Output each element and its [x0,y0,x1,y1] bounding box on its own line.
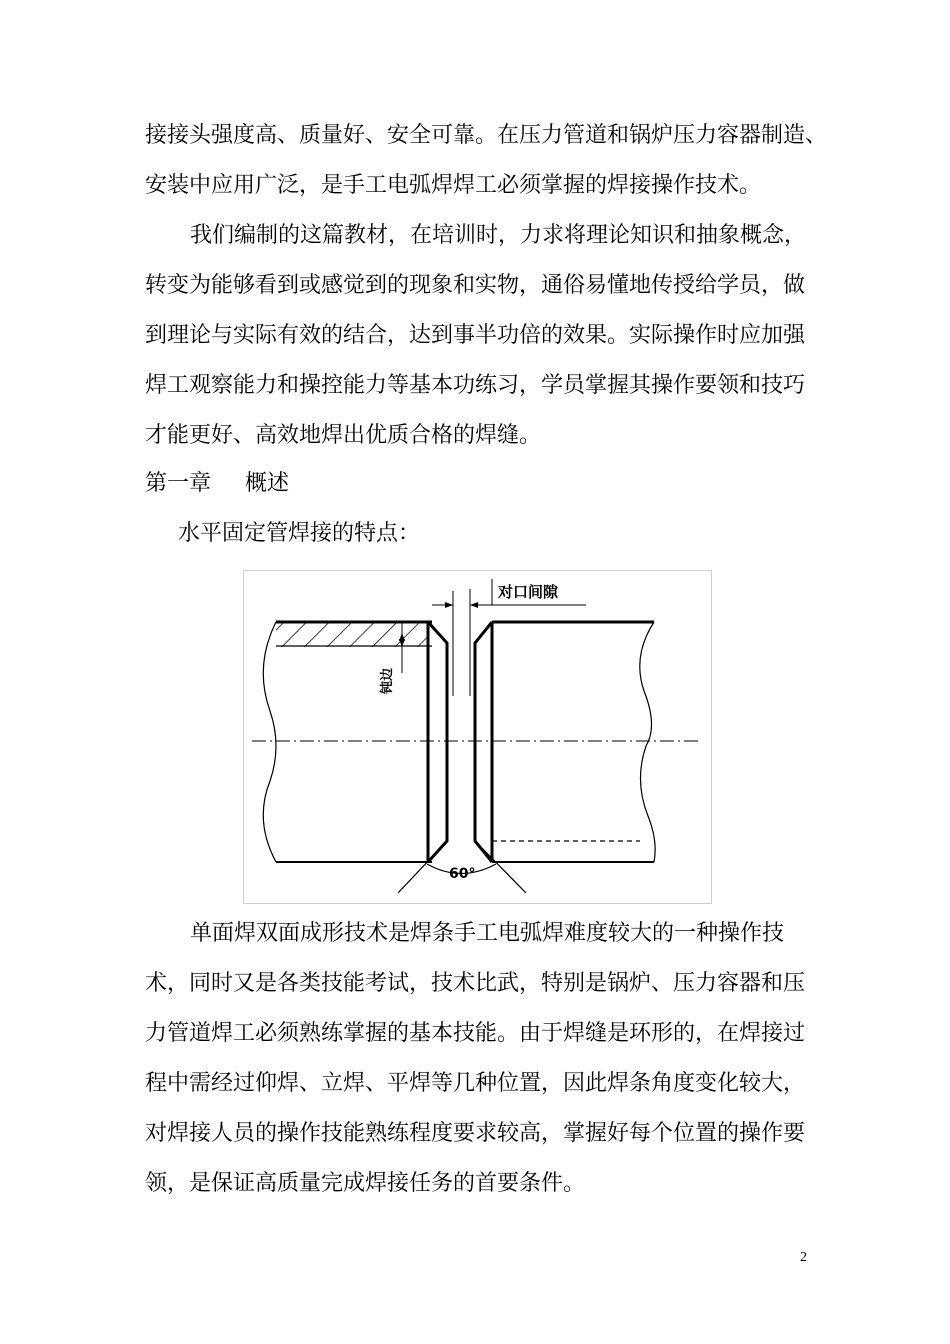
paragraph-3-line-6: 领，是保证高质量完成焊接任务的首要条件。 [145,1171,586,1196]
gap-label: 对口间隙 [498,583,559,601]
blunt-label: 钝边 [380,667,395,694]
paragraph-3-line-2: 术，同时又是各类技能考试，技术比武，特别是锅炉、压力容器和压 [145,971,806,996]
chapter-title: 概述 [245,471,290,496]
pipe-joint-diagram [244,571,713,905]
paragraph-2-line-1: 我们编制的这篇教材，在培训时，力求将理论知识和抽象概念， [190,223,807,248]
section-subheading: 水平固定管焊接的特点： [178,521,421,546]
page-number: 2 [800,1250,807,1265]
paragraph-3-line-3: 力管道焊工必须熟练掌握的基本技能。由于焊缝是环形的，在焊接过 [145,1021,806,1046]
right-pipe [475,622,655,862]
paragraph-2-line-3: 到理论与实际有效的结合，达到事半功倍的效果。实际操作时应加强 [145,323,806,348]
paragraph-2-line-4: 焊工观察能力和操控能力等基本功练习，学员掌握其操作要领和技巧 [145,373,806,398]
left-pipe [263,622,447,862]
paragraph-2-line-2: 转变为能够看到或感觉到的现象和实物，通俗易懂地传授给学员，做 [145,273,806,298]
pipe-joint-figure [243,570,712,904]
paragraph-3-line-5: 对焊接人员的操作技能熟练程度要求较高，掌握好每个位置的操作要 [145,1121,806,1146]
paragraph-3-line-4: 程中需经过仰焊、立焊、平焊等几种位置，因此焊条角度变化较大， [145,1071,806,1096]
angle-label: 60° [449,866,476,882]
paragraph-3-line-1: 单面焊双面成形技术是焊条手工电弧焊难度较大的一种操作技 [190,921,785,946]
paragraph-1-line-1: 接接头强度高、质量好、安全可靠。在压力管道和锅炉压力容器制造、 [145,123,828,148]
paragraph-2-line-5: 才能更好、高效地焊出优质合格的焊缝。 [145,423,542,448]
paragraph-1-line-2: 安装中应用广泛，是手工电弧焊焊工必须掌握的焊接操作技术。 [145,173,762,198]
chapter-number: 第一章 [145,471,212,496]
